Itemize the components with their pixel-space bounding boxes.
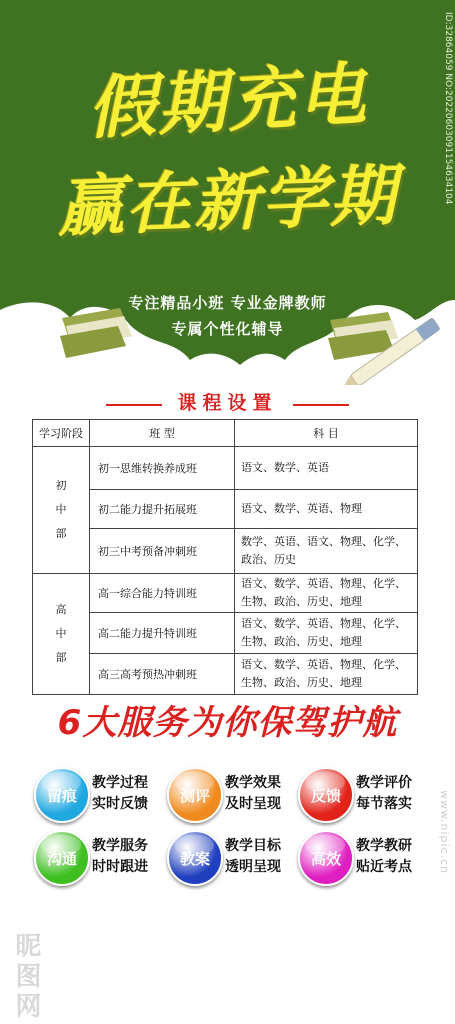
subjects: 语文、数学、英语、物理、化学、生物、政治、历史、地理 bbox=[235, 613, 418, 654]
table-row bbox=[33, 654, 418, 695]
slogan-line1: 专注精品小班 专业金牌教师 bbox=[128, 294, 327, 312]
table-row bbox=[33, 529, 418, 574]
hero-title-line1: 假期充电 bbox=[85, 54, 370, 150]
stage-senior: 高 中 部 bbox=[33, 574, 90, 695]
service-badge: 留痕 bbox=[34, 767, 90, 823]
table-row bbox=[33, 574, 418, 613]
service-desc: 教学过程 实时反馈 bbox=[92, 775, 148, 812]
service-desc: 教学服务 时时跟进 bbox=[92, 838, 148, 875]
class-name: 高三高考预热冲刺班 bbox=[90, 654, 235, 695]
class-name: 初二能力提升拓展班 bbox=[90, 490, 235, 529]
service-item bbox=[167, 767, 315, 823]
service-badge: 教案 bbox=[167, 830, 223, 886]
class-name: 高一综合能力特训班 bbox=[90, 574, 235, 613]
watermark-site: www.nipic.cn bbox=[438, 790, 451, 875]
image-id-text: ID:32864059 NO:20220603091154634104 bbox=[443, 12, 453, 205]
service-item bbox=[34, 830, 182, 886]
service-desc: 教学教研 贴近考点 bbox=[356, 838, 412, 875]
stage-junior: 初 中 部 bbox=[33, 447, 90, 574]
course-title-text: 课程设置 bbox=[177, 392, 278, 414]
course-section-title bbox=[0, 388, 455, 415]
subjects: 语文、数学、英语、物理 bbox=[235, 490, 418, 529]
title-divider-left bbox=[106, 404, 162, 406]
class-name: 初一思维转换养成班 bbox=[90, 447, 235, 490]
service-badge: 高效 bbox=[298, 830, 354, 886]
service-item bbox=[34, 767, 182, 823]
service-badge: 测评 bbox=[167, 767, 223, 823]
services-title: 6大服务为你保驾护航 bbox=[57, 703, 398, 743]
subjects: 语文、数学、英语、物理、化学、生物、政治、历史、地理 bbox=[235, 654, 418, 695]
watermark-brand: 昵图网 bbox=[11, 932, 41, 1022]
title-divider-right bbox=[293, 404, 349, 406]
header-stage: 学习阶段 bbox=[33, 420, 90, 447]
service-desc: 教学评价 每节落实 bbox=[356, 775, 412, 812]
subjects: 语文、数学、英语 bbox=[235, 447, 418, 490]
table-row bbox=[33, 447, 418, 490]
slogan-line2: 专属个性化辅导 bbox=[171, 320, 284, 338]
header-class: 班 型 bbox=[90, 420, 235, 447]
service-item bbox=[298, 830, 446, 886]
subjects: 语文、数学、英语、物理、化学、生物、政治、历史、地理 bbox=[235, 574, 418, 613]
service-badge: 沟通 bbox=[34, 830, 90, 886]
table-row bbox=[33, 490, 418, 529]
service-item bbox=[298, 767, 446, 823]
table-row bbox=[33, 613, 418, 654]
service-badge: 反馈 bbox=[298, 767, 354, 823]
table-header-row bbox=[33, 420, 418, 447]
course-table bbox=[32, 419, 418, 695]
hero-title-line2: 赢在新学期 bbox=[56, 156, 399, 246]
header-subjects: 科 目 bbox=[235, 420, 418, 447]
service-desc: 教学目标 透明呈现 bbox=[225, 838, 281, 875]
service-desc: 教学效果 及时呈现 bbox=[225, 775, 281, 812]
class-name: 初三中考预备冲刺班 bbox=[90, 529, 235, 574]
subjects: 数学、英语、语文、物理、化学、政治、历史 bbox=[235, 529, 418, 574]
service-item bbox=[167, 830, 315, 886]
class-name: 高二能力提升特训班 bbox=[90, 613, 235, 654]
